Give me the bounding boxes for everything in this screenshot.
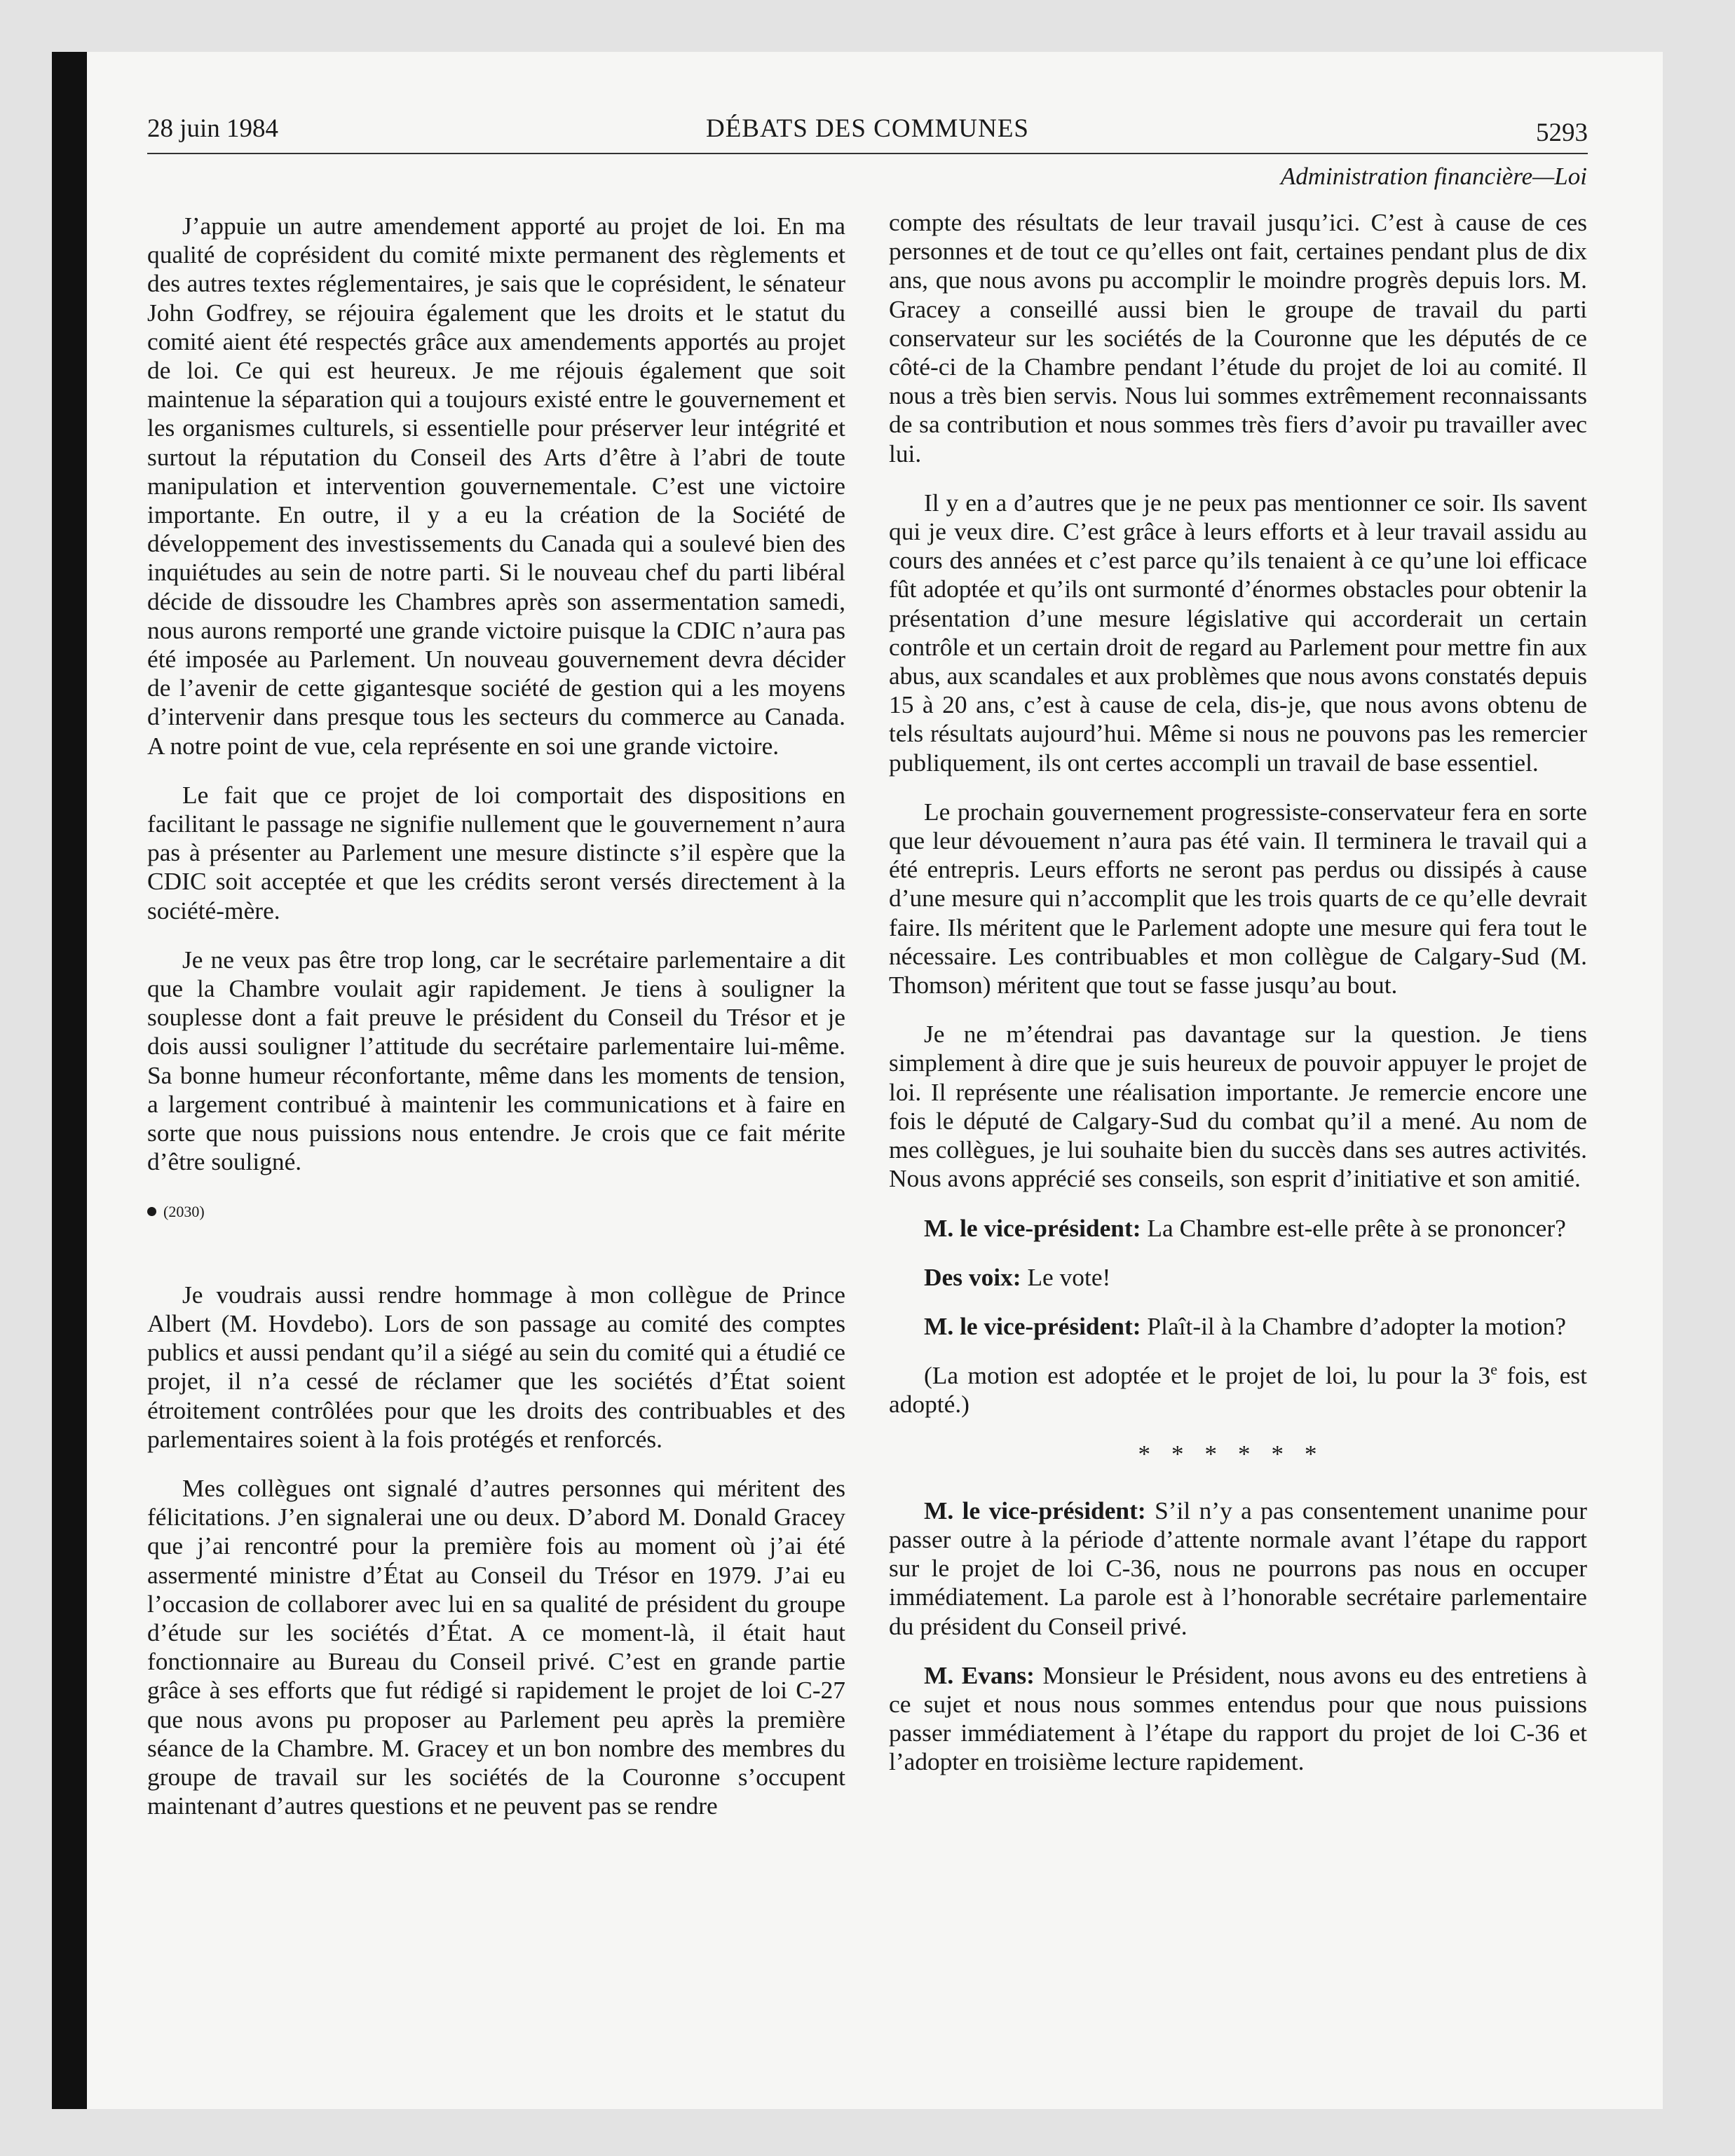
speech-2 (889, 1263, 1587, 1292)
left-paragraph-3: Je ne veux pas être trop long, car le secrétaire parlementaire a dit que la Chambre voulait agir rapidement. Je tiens à souligner la souplesse dont a fait preuve le président du Conseil du Trésor et je dois aussi souligner l’attitude du secrétaire parlementaire lui-même. Sa bonne humeur réconfortante, même dans les moments de tension, a largement contribué à maintenir les communications et à faire en sorte que nous puissions nous entendre. Je crois que ce fait mérite d’être souligné. (147, 945, 845, 1176)
speaker-name: M. le vice-président: (924, 1311, 1141, 1340)
right-paragraph-1: compte des résultats de leur travail jusqu’ici. C’est à cause de ces personnes et de tout ce qu’elles ont fait, certaines pendant plus de dix ans, que nous avons pu accomplir le moindre progrès depuis lors. M. Gracey a conseillé aussi bien le groupe de travail du parti conservateur sur les sociétés de la Couronne que les députés de ce côté-ci de la Chambre pendant l’étude du projet de loi au comité. Il nous a très bien servis. Nous lui sommes extrêmement reconnaissants de sa contribution et nous sommes très fiers d’avoir pu travailler avec lui. (889, 208, 1587, 468)
speech-3 (889, 1312, 1587, 1341)
left-paragraph-4: Je voudrais aussi rendre hommage à mon collègue de Prince Albert (M. Hovdebo). Lors de son passage au comité des comptes publics et aussi pendant qu’il a siégé au sein du comité qui a étudié ce projet, il n’a cessé de réclamer que les sociétés d’État soient étroitement contrôlées pour que les droits des contribuables et des parlementaires soient à la fois protégés et renforcés. (147, 1280, 845, 1453)
speaker-name: Des voix: (924, 1262, 1021, 1291)
right-column (889, 209, 1587, 1797)
speaker-name: M. Evans: (924, 1660, 1035, 1689)
scan-binding-edge (52, 52, 87, 2109)
bullet-icon (147, 1207, 156, 1216)
speech-text: La Chambre est-elle prête à se prononcer? (1141, 1213, 1566, 1242)
running-head: Administration financière—Loi (1280, 163, 1587, 190)
header-rule (147, 153, 1588, 154)
time-marker-label: (2030) (163, 1202, 205, 1220)
motion-result (889, 1361, 1587, 1419)
motion-result-text-a: (La motion est adoptée et le projet de loi, lu pour la 3 (924, 1361, 1491, 1390)
speech-1 (889, 1214, 1587, 1243)
speech-text: Plaît-il à la Chambre d’adopter la motion? (1141, 1311, 1566, 1340)
time-marker (147, 1197, 845, 1226)
page-number: 5293 (1536, 118, 1588, 147)
left-paragraph-1: J’appuie un autre amendement apporté au projet de loi. En ma qualité de coprésident du comité mixte permanent des règlements et des autres textes réglementaires, je sais que le coprésident, le sénateur John Godfrey, se réjouira également que les droits et le statut du comité aient été respectés grâce aux amendements apportés au projet de loi. Ce qui est heureux. Je me réjouis également que soit maintenue la séparation qui a toujours existé entre le gouvernement et les organismes culturels, si essentielle pour préserver leur intégrité et surtout la réputation du Conseil des Arts d’être à l’abri de toute manipulation et intervention gouvernementale. C’est une victoire importante. En outre, il y a eu la création de la Société de développement des investissements du Canada qui a soulevé bien des inquiétudes au sein de notre parti. Si le nouveau chef du parti libéral décide de dissoudre les Chambres après son assermentation samedi, nous aurons remporté une grande victoire puisque la CDIC n’aura pas été imposée au Parlement. Un nouveau gouvernement devra décider de l’avenir de cette gigantesque société de gestion qui a les moyens d’intervenir dans presque tous les secteurs du commerce au Canada. A notre point de vue, cela représente en soi une grande victoire. (147, 212, 845, 760)
header-title: DÉBATS DES COMMUNES (705, 114, 1029, 143)
motion-result-text-b: fois, est adopté.) (889, 1361, 1587, 1419)
right-paragraph-2: Il y en a d’autres que je ne peux pas mentionner ce soir. Ils savent qui je veux dire. C’est grâce à leurs efforts et à leur travail assidu au cours des années et c’est parce qu’ils tenaient à ce qu’une loi efficace fût adoptée et qu’ils ont surmonté d’énormes obstacles pour obtenir la présentation d’une mesure législative qui accorderait un certain contrôle et un certain droit de regard au Parlement pour mettre fin aux abus, aux scandales et aux problèmes que nous avons constatés depuis 15 à 20 ans, c’est à cause de cela, dis-je, que nous avons obtenu de tels résultats aujourd’hui. Même si nous ne pouvons pas les remercier publiquement, ils ont certes accompli un travail de base essentiel. (889, 488, 1587, 777)
speech-4 (889, 1496, 1587, 1641)
left-column (147, 212, 845, 1841)
header-date: 28 juin 1984 (147, 114, 279, 143)
speaker-name: M. le vice-président: (924, 1496, 1146, 1524)
right-paragraph-4: Je ne m’étendrai pas davantage sur la question. Je tiens simplement à dire que je suis heureux de pouvoir appuyer le projet de loi. Il représente une réalisation importante. Je remercie encore une fois le député de Calgary-Sud du combat qu’il a mené. Au nom de mes collègues, je lui souhaite bien du succès dans ses autres activités. Nous avons apprécié ses conseils, son esprit d’initiative et son amitié. (889, 1020, 1587, 1193)
page-header (147, 111, 1588, 153)
left-paragraph-2: Le fait que ce projet de loi comportait des dispositions en facilitant le passage ne signifie nullement que le gouvernement n’aura pas à présenter au Parlement une mesure distincte s’il espère que la CDIC soit acceptée et que les crédits seront versés directement à la société-mère. (147, 780, 845, 925)
speaker-name: M. le vice-président: (924, 1213, 1141, 1242)
motion-result-superscript: e (1490, 1360, 1497, 1379)
speech-text: Monsieur le Président, nous avons eu des entretiens à ce sujet et nous nous sommes entendus pour que nous puissions passer immédiatement à l’étape du rapport du projet de loi C-36 et l’adopter en troisième lecture rapidement. (889, 1660, 1587, 1776)
right-paragraph-3: Le prochain gouvernement progressiste-conservateur fera en sorte que leur dévouement n’aura pas été vain. Il terminera le travail qui a été entrepris. Leurs efforts ne seront pas perdus ou dissipés à cause d’une mesure qui n’accomplit que les trois quarts de ce qu’elle devrait faire. Ils méritent que le Parlement adopte une mesure qui fera tout le nécessaire. Les contribuables et mon collègue de Calgary-Sud (M. Thomson) méritent que tout se fasse jusqu’au bout. (889, 797, 1587, 999)
speech-text: Le vote! (1021, 1262, 1111, 1291)
left-paragraph-5: Mes collègues ont signalé d’autres personnes qui méritent des félicitations. J’en signalerai une ou deux. D’abord M. Donald Gracey que j’ai rencontré pour la première fois au moment où j’ai été assermenté ministre d’État au Conseil du Trésor en 1979. J’ai eu l’occasion de collaborer avec lui en sa qualité de président du groupe d’étude sur les sociétés d’État. A ce moment-là, il était haut fonctionnaire au Bureau du Conseil privé. C’est en grande partie grâce à ses efforts que fut rédigé si rapidement le projet de loi C-27 que nous avons pu proposer au Parlement peu après la première séance de la Chambre. M. Gracey et un bon nombre des membres du groupe de travail sur les sociétés de la Couronne s’occupent maintenant d’autres questions et ne peuvent pas se rendre (147, 1473, 845, 1820)
speech-5 (889, 1661, 1587, 1777)
section-separator-stars: ****** (1138, 1440, 1338, 1468)
speech-text: S’il n’y a pas consentement unanime pour passer outre à la période d’attente normale avant l’étape du rapport sur le projet de loi C-36, nous ne pourrons pas nous en occuper immédiatement. La parole est à l’honorable secrétaire parlementaire du président du Conseil privé. (889, 1496, 1587, 1640)
